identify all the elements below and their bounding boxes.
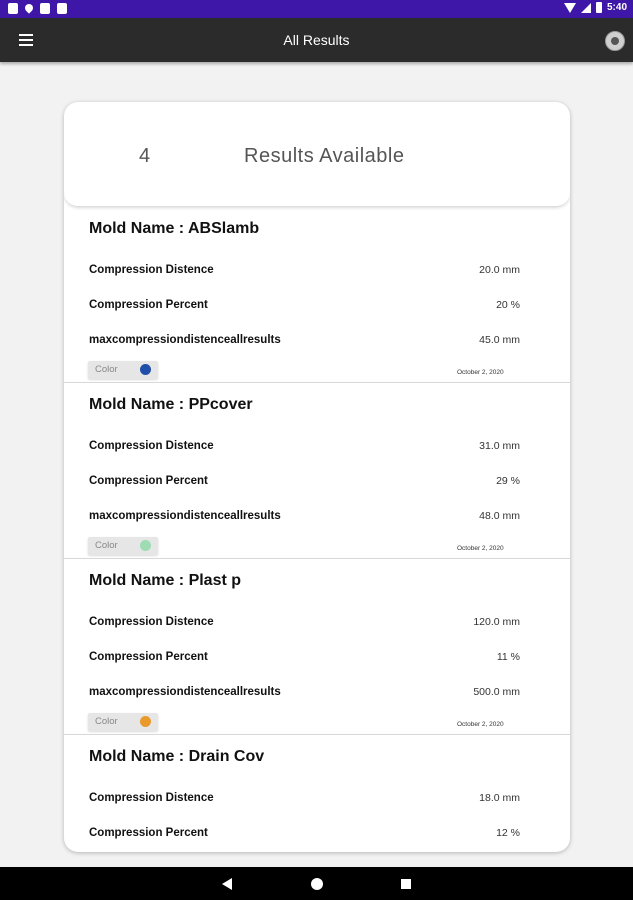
compression-distance-value: 120.0 mm: [473, 616, 520, 628]
compression-percent-row: [89, 299, 520, 311]
status-time: 5:40: [606, 2, 627, 13]
mold-name: Mold Name : PPcover: [89, 396, 253, 413]
result-item: [64, 207, 570, 383]
compression-distance-row: [89, 264, 520, 276]
max-distance-value: 45.0 mm: [479, 334, 520, 346]
mold-name: Mold Name : Drain Cov: [89, 748, 265, 765]
app-notification-icon: [57, 3, 67, 14]
result-item: [64, 735, 570, 852]
max-distance-label: maxcompressiondistenceallresults: [89, 334, 281, 346]
compression-percent-label: Compression Percent: [89, 651, 208, 663]
compression-distance-row: [89, 616, 520, 628]
compression-distance-row: [89, 440, 520, 452]
max-distance-row: [89, 510, 520, 522]
max-distance-row: [89, 686, 520, 698]
home-icon[interactable]: [311, 878, 323, 890]
result-item: [64, 383, 570, 559]
recent-apps-icon[interactable]: [401, 879, 411, 889]
battery-icon: [596, 2, 602, 13]
compression-distance-label: Compression Distence: [89, 792, 214, 804]
compression-percent-label: Compression Percent: [89, 299, 208, 311]
compression-percent-row: [89, 651, 520, 663]
color-swatch: [140, 540, 151, 551]
compression-distance-label: Compression Distence: [89, 440, 214, 452]
compression-distance-label: Compression Distence: [89, 616, 214, 628]
back-icon[interactable]: [222, 878, 232, 890]
max-distance-label: maxcompressiondistenceallresults: [89, 686, 281, 698]
system-nav-bar: [0, 867, 633, 900]
results-available-label: Results Available: [244, 145, 405, 167]
compression-percent-label: Compression Percent: [89, 827, 208, 839]
compression-percent-value: 11 %: [496, 651, 520, 663]
color-button-label: Color: [95, 716, 118, 727]
compression-percent-row: [89, 827, 520, 839]
color-button-label: Color: [95, 364, 118, 375]
compression-distance-value: 20.0 mm: [479, 264, 520, 276]
compression-percent-value: 29 %: [496, 475, 520, 487]
color-button[interactable]: [88, 713, 158, 731]
results-count: 4: [139, 145, 151, 167]
mold-name: Mold Name : ABSlamb: [89, 220, 260, 237]
results-summary: [64, 102, 570, 207]
color-swatch: [140, 716, 151, 727]
max-distance-label: maxcompressiondistenceallresults: [89, 510, 281, 522]
compression-percent-row: [89, 475, 520, 487]
mold-name: Mold Name : Plast p: [89, 572, 242, 589]
compression-distance-row: [89, 792, 520, 804]
sd-card-icon: [40, 3, 50, 14]
compression-percent-value: 12 %: [496, 827, 520, 839]
compression-percent-value: 20 %: [496, 299, 520, 311]
color-button[interactable]: [88, 537, 158, 555]
max-distance-row: [89, 334, 520, 346]
status-bar: [0, 0, 633, 18]
result-date: October 2, 2020: [457, 369, 504, 376]
result-date: October 2, 2020: [457, 721, 504, 728]
color-button[interactable]: [88, 361, 158, 379]
color-button-label: Color: [95, 540, 118, 551]
results-card: [64, 102, 570, 852]
color-swatch: [140, 364, 151, 375]
compression-distance-value: 18.0 mm: [479, 792, 520, 804]
compression-distance-label: Compression Distence: [89, 264, 214, 276]
max-distance-value: 48.0 mm: [479, 510, 520, 522]
max-distance-value: 500.0 mm: [473, 686, 520, 698]
signal-icon: [581, 3, 591, 13]
compression-percent-label: Compression Percent: [89, 475, 208, 487]
result-item: [64, 559, 570, 735]
app-bar: [0, 18, 633, 62]
notification-icons: [8, 3, 67, 14]
location-icon: [23, 2, 34, 13]
result-date: October 2, 2020: [457, 545, 504, 552]
gallery-icon: [8, 3, 18, 14]
compression-distance-value: 31.0 mm: [479, 440, 520, 452]
wifi-icon: [564, 3, 576, 13]
page-title: All Results: [283, 32, 350, 48]
avatar[interactable]: [605, 31, 625, 51]
